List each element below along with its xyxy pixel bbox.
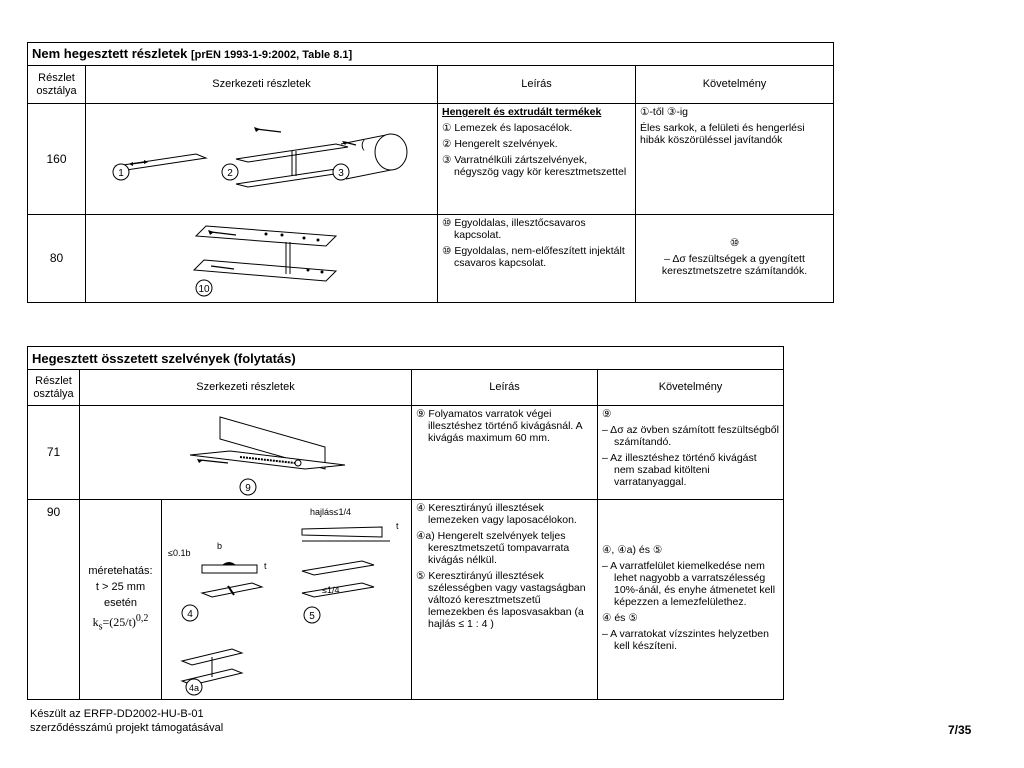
table2-title: Hegesztett összetett szelvények (folytatás) — [28, 347, 784, 370]
label-3: 3 — [338, 168, 344, 179]
svg-text:b: b — [217, 540, 223, 551]
header-desc: Leírás — [438, 66, 636, 104]
detail-drawing-80 — [86, 215, 438, 303]
size-effect: méretehatás: t > 25 mm esetén $k_s=(25/t)^{0,2}$ — [80, 500, 162, 700]
header-details-2: Szerkezeti részletek — [80, 370, 412, 406]
req-71: ⑨ – Δσ az övben számított feszültségből számítandó. – Az illesztéshez történő kivágást nem szabad kitölteni varratanyaggal. — [598, 406, 784, 500]
label-2: 2 — [227, 168, 233, 179]
svg-text:t: t — [396, 520, 399, 531]
label-5: 5 — [309, 610, 315, 622]
req-80: ⑩ – Δσ feszültségek a gyengített keresztmetszetre számítandók. — [636, 215, 834, 303]
desc-80: ⑩ Egyoldalas, illesztőcsavaros kapcsolat. ⑩ Egyoldalas, nem-előfeszített injektált csavaros kapcsolat. — [438, 215, 636, 303]
class-160: 160 — [28, 104, 86, 215]
header-details: Szerkezeti részletek — [86, 66, 438, 104]
label-4: 4 — [187, 608, 193, 620]
header-req: Követelmény — [636, 66, 834, 104]
header-desc-2: Leírás — [412, 370, 598, 406]
label-9: 9 — [245, 482, 251, 494]
table-non-welded — [27, 42, 834, 303]
req-90: ④, ④a) és ⑤ – A varratfelület kiemelkedése nem lehet nagyobb a varratszélesség 10%-ánál, és enyhe átmenetet kell képezzen a lemezfelülethez. ④ és ⑤ – A varratokat vízszintes helyzetben kell készíteni. — [598, 500, 784, 700]
svg-text:≤1/4: ≤1/4 — [322, 584, 340, 595]
desc-71: ⑨ Folyamatos varratok végei illesztéshez történő kivágásnál. A kivágás maximum 60 mm. — [412, 406, 598, 500]
class-71: 71 — [28, 406, 80, 500]
label-10: 10 — [198, 283, 210, 295]
svg-text:hajlás≤1/4: hajlás≤1/4 — [310, 506, 351, 517]
detail-drawing-90 — [162, 500, 412, 700]
class-80: 80 — [28, 215, 86, 303]
label-4a: 4a — [188, 682, 200, 693]
header-class: Részlet osztálya — [28, 66, 86, 104]
page-number: 7/35 — [948, 723, 972, 737]
req-160: ①-től ③-ig Éles sarkok, a felületi és hengerlési hibák köszörüléssel javítandók — [636, 104, 834, 215]
desc-160: Hengerelt és extrudált termékek ① Lemezek és laposacélok. ② Hengerelt szelvények. ③ Varratnélküli zártszelvények, négyszög vagy kör keresztmetszettel — [438, 104, 636, 215]
footer-note: Készült az ERFP-DD2002-HU-B-01 szerződésszámú projekt támogatásával — [30, 708, 224, 734]
detail-drawing-71 — [80, 406, 412, 500]
svg-text:≤0.1b: ≤0.1b — [168, 547, 191, 558]
svg-text:(: ( — [361, 139, 365, 151]
detail-drawing-160 — [86, 104, 438, 215]
table1-title: Nem hegesztett részletek [prEN 1993-1-9:2002, Table 8.1] — [28, 43, 834, 66]
svg-text:t: t — [264, 560, 267, 571]
desc-90: ④ Keresztirányú illesztések lemezeken vagy laposacélokon. ④a) Hengerelt szelvények teljes keresztmetszetű tompavarrata kivágás nélkül. ⑤ Keresztirányú illesztések szélességben vagy vastagságban változó keresztmetszetű lemezekben és laposvasakban (a hajlás ≤ 1 : 4 ) — [412, 500, 598, 700]
header-class-2: Részlet osztálya — [28, 370, 80, 406]
header-req-2: Követelmény — [598, 370, 784, 406]
table-welded — [27, 346, 784, 700]
class-90: 90 — [28, 500, 80, 700]
label-1: 1 — [118, 168, 124, 179]
